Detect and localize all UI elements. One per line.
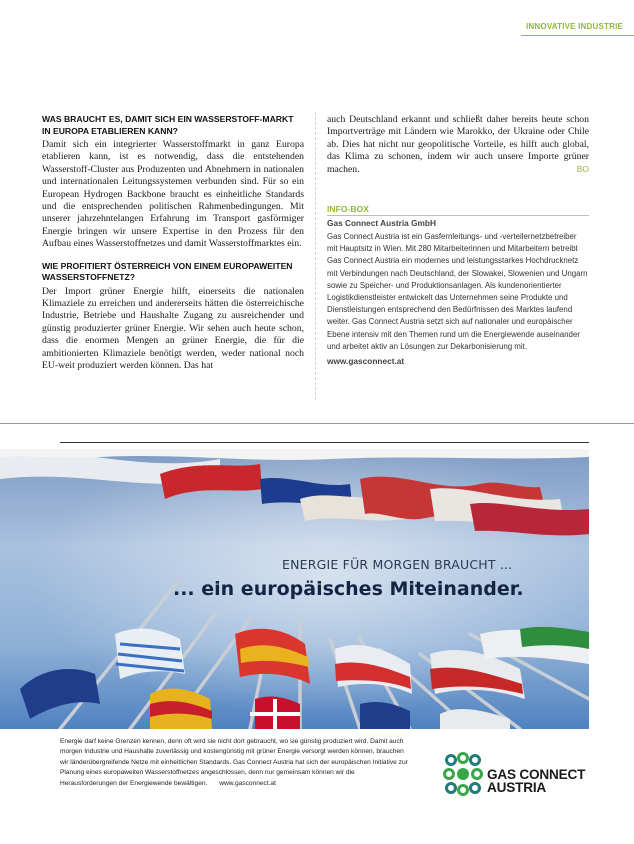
ad-body-copy (60, 737, 412, 789)
ad-headline: ENERGIE FÜR MORGEN BRAUCHT ... (282, 557, 513, 572)
info-box-url[interactable]: www.gasconnect.at (327, 356, 405, 367)
answer-paragraph-2-continued: auch Deutschland erkannt und schließt daher bereits heute schon Importverträge mit Ländern wie Marokko, der Ukraine oder Chile ab. Dies hat nicht nur geopolitische Vorteile, es hilft auch global, das Klima zu schonen, indem wir auch unsere Importe grüner machen. (327, 114, 589, 175)
ad-copy-text: Energie darf keine Grenzen kennen, denn oft wird sie nicht dort gebraucht, wo sie günstig produziert wird. Damit auch morgen Industrie und Haushalte zuverlässig und kostengünstig mit grüner Energie versorgt werden können, brauchen wir länderübergreifende Netze mit einheitlichen Standards. Gas Connect Austria hat sich der europäischen Initiative zur Planung eines europaweiten Wasserstoffnetzes angeschlossen, denn nur gemeinsam können wir die Herausforderungen der Energiewende bewältigen. (60, 738, 408, 787)
question-heading-1: WAS BRAUCHT ES, DAMIT SICH EIN WASSERSTOFF-MARKT IN EUROPA ETABLIEREN KANN? (42, 114, 294, 136)
question-heading-2: WIE PROFITIERT ÖSTERREICH VON EINEM EUROPAWEITEN WASSERSTOFFNETZ? (42, 260, 293, 283)
header-rule (521, 35, 634, 36)
logo-wordmark (487, 768, 585, 794)
answer-paragraph-2: Der Import grüner Energie hilft, einerseits die nationalen Klimaziele zu erreichen und andererseits hätten die österreichische Industrie, Betriebe und Haushalte Zugang zu ausreichender und günstig produzierter grüner Energie. Wir sehen auch heute schon, dass die enormen Mengen an grüner Energie, die für die ambitionierten Klimaziele benötigt werden, weder national noch EU-weit produziert werden können. Das hat (42, 285, 304, 372)
info-box-title: INFO-BOX (327, 204, 589, 216)
article-column-left (42, 114, 304, 373)
gas-connect-logo-mark-icon (443, 752, 483, 796)
author-initials: BO (576, 164, 589, 175)
ad-top-rule (60, 442, 589, 443)
ad-url[interactable]: www.gasconnect.at (219, 779, 277, 787)
info-box (327, 204, 589, 366)
logo-line-1: GAS CONNECT (487, 767, 586, 782)
article-column-right (327, 114, 589, 176)
column-divider (315, 112, 316, 400)
info-box-text: Gas Connect Austria ist ein Gasfernleitungs- und -verteilernetzbetreiber mit Hauptsitz in Wien. Mit 280 Mitarbeiterinnen und Mitarbeitern betreibt Gas Connect Austria ein modernes und leistungsstarkes Hochdrucknetz mit Verbindungen nach Deutschland, der Slowakei, Slowenien und Ungarn sowie zu Speicher- und Produktionsanlagen. Als kundenorientierter Logistikdienstleister entwickelt das Unternehmen seine Produkte und Dienstleistungen entsprechend den Bedürfnissen des Marktes laufend weiter. Gas Connect Austria setzt sich auf nationaler und europäischer Ebene intensiv mit den Themen rund um die Energiewende auseinander und arbeitet aktiv an Lösungen zur Dekarbonisierung mit. (327, 232, 588, 351)
section-label: INNOVATIVE INDUSTRIE (526, 22, 624, 31)
answer-paragraph-1: Damit sich ein integrierter Wasserstoffmarkt in ganz Europa etablieren kann, ist es notwendig, dass die entstehenden Wasserstoff-Cluster aus Produzenten und Abnehmern in nationalen und internationalen Leitungssystemen verbunden sind. Für so ein European Hydrogen Backbone braucht es einheitliche Standards und die entsprechenden politischen Rahmenbedingungen. Mit unserer jahrzehntelangen Erfahrung im Transport gasförmiger Energie bringen wir unsere Expertise in den Prozess für den Aufbau eines Wasserstoffnetzes und damit Wasserstoffmarktes ein. (42, 139, 304, 250)
ad-separator-rule (0, 423, 634, 424)
ad-subline: ... ein europäisches Miteinander. (173, 578, 524, 600)
gas-connect-austria-logo (443, 752, 593, 802)
logo-line-2: AUSTRIA (487, 780, 547, 795)
info-box-company: Gas Connect Austria GmbH (327, 218, 436, 228)
